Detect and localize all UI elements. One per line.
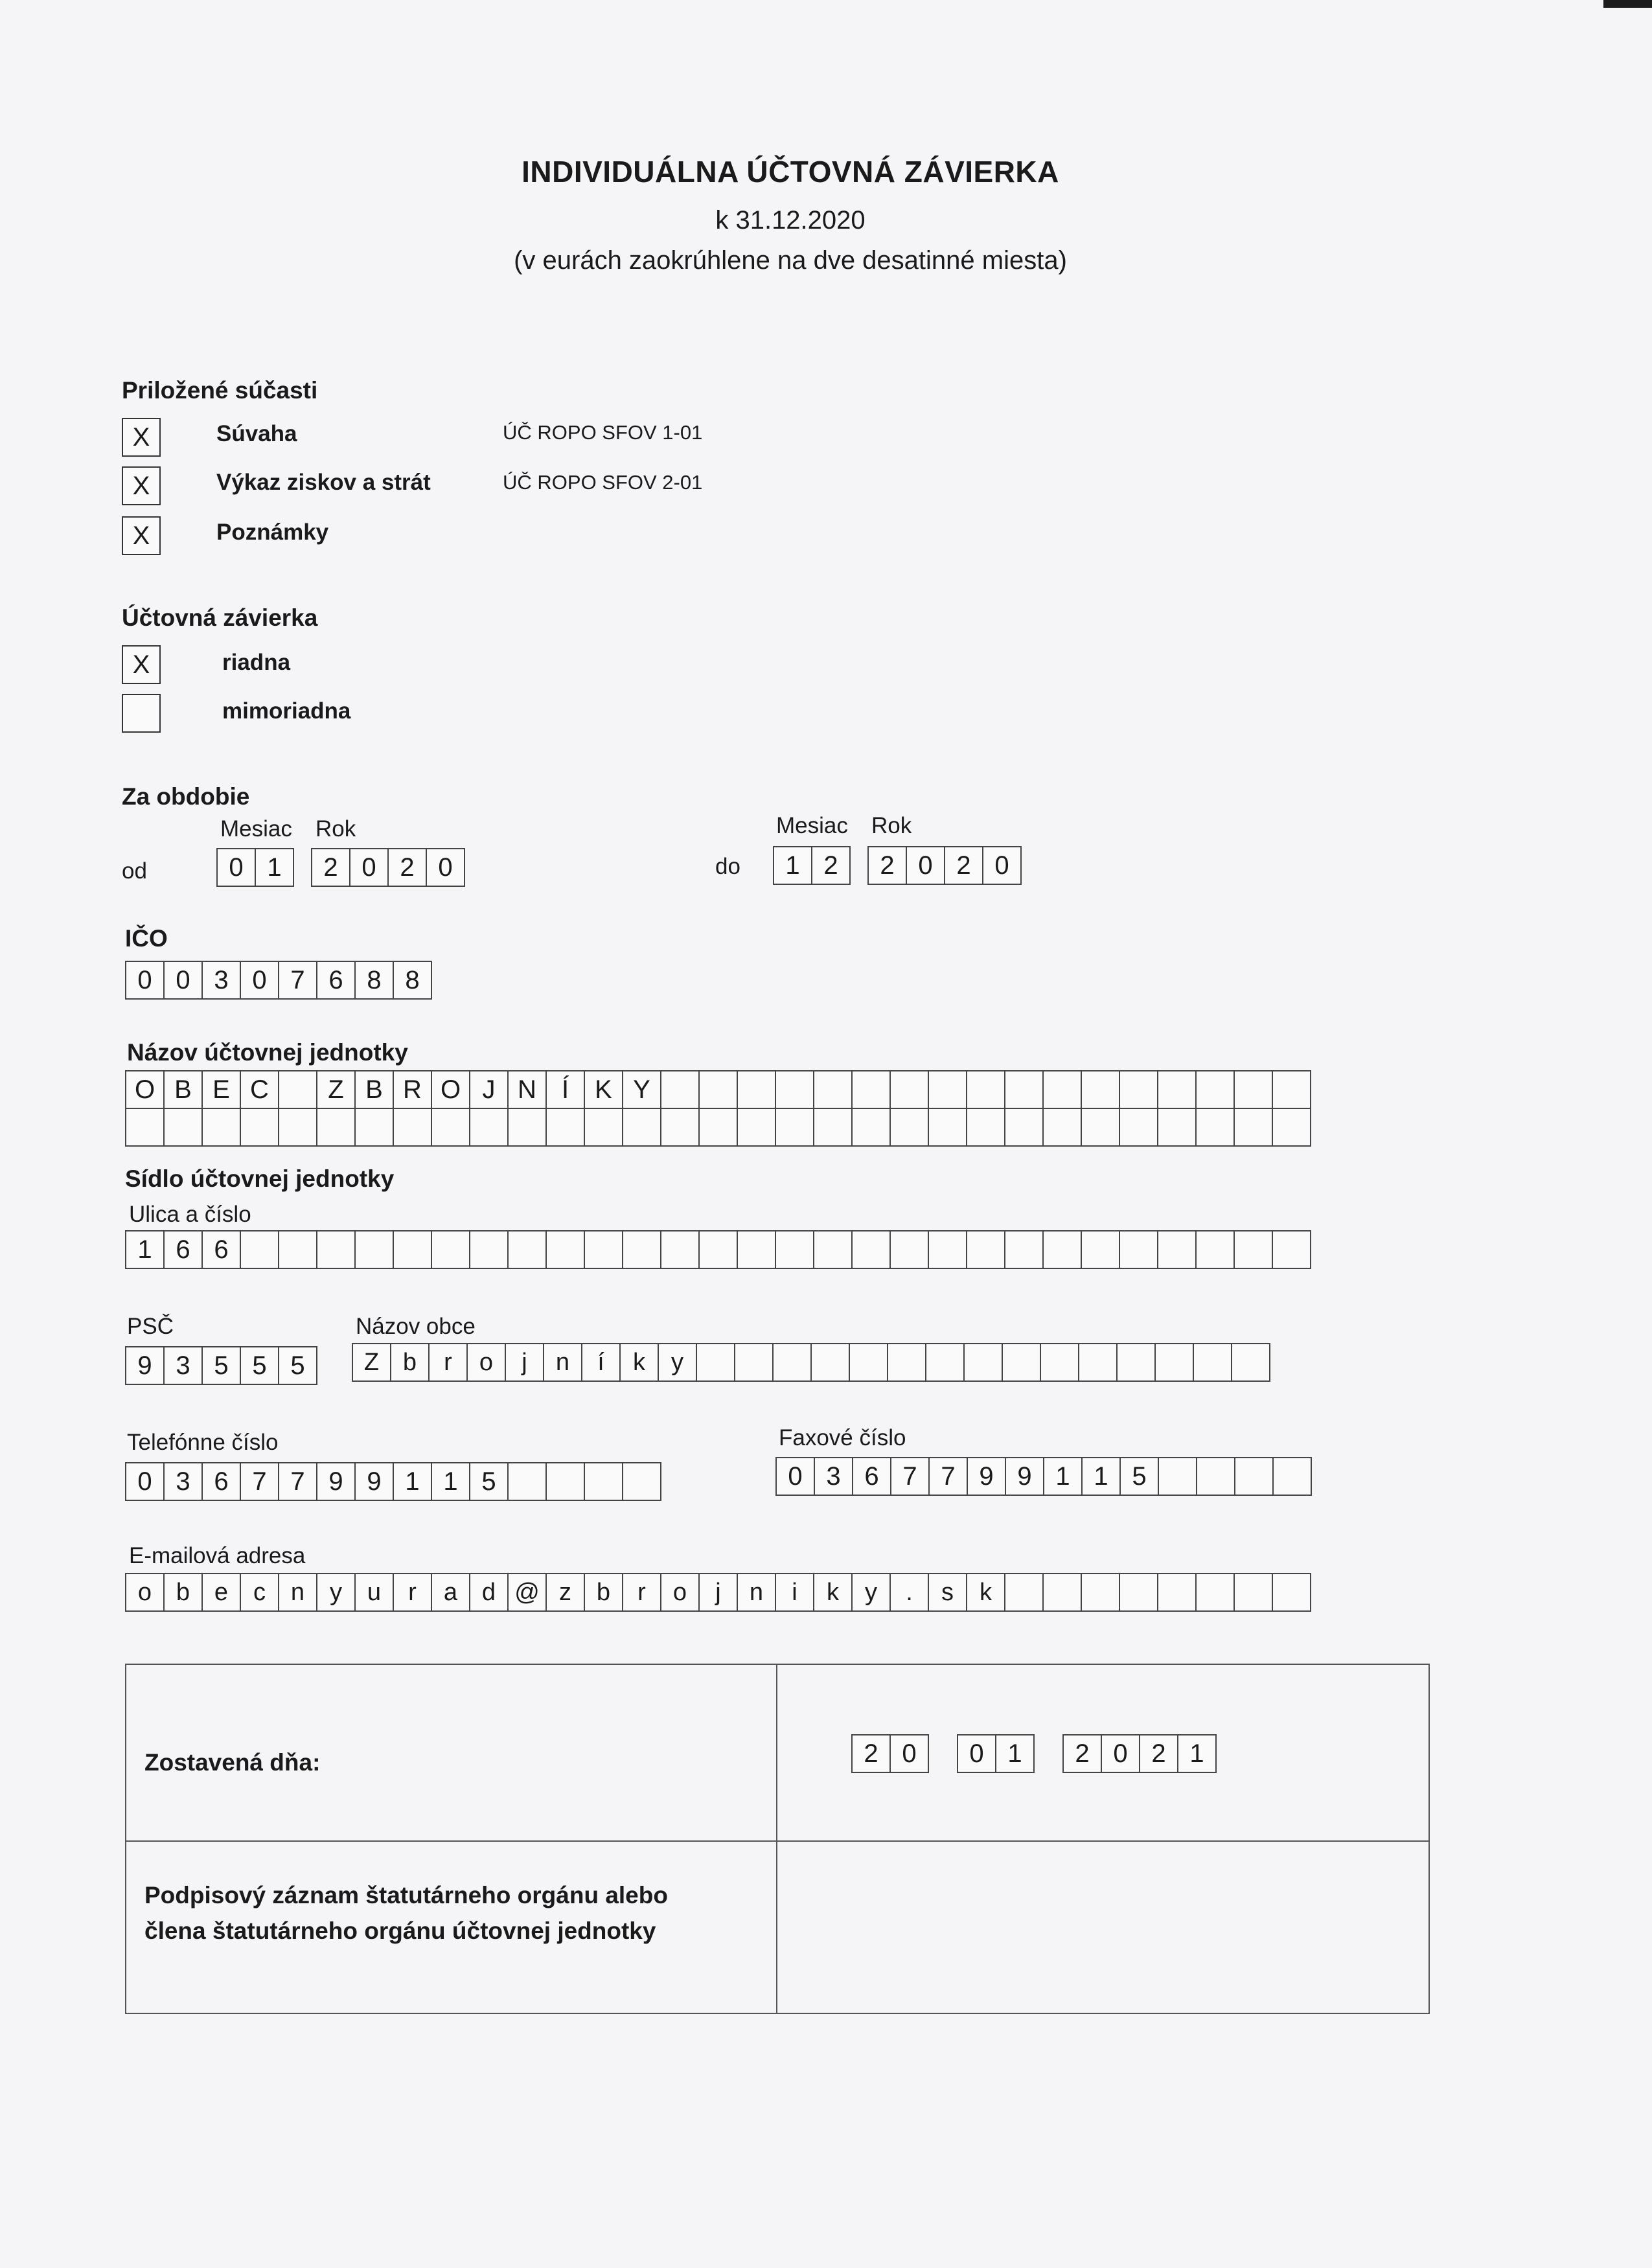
char-cell <box>622 1109 661 1147</box>
char-cell: y <box>851 1573 891 1612</box>
char-cell: 0 <box>957 1734 996 1773</box>
char-cell <box>928 1070 967 1109</box>
char-cell <box>1233 1070 1273 1109</box>
compiled-year-field[interactable] <box>1062 1734 1217 1773</box>
from-month-label: Mesiac <box>220 816 292 842</box>
char-cell: 9 <box>1005 1457 1044 1496</box>
char-cell <box>1081 1230 1120 1269</box>
char-cell: 7 <box>278 961 317 1000</box>
to-month-field[interactable] <box>773 846 851 885</box>
char-cell: N <box>507 1070 547 1109</box>
char-cell: k <box>966 1573 1005 1612</box>
scan-edge-mark <box>1603 0 1652 8</box>
char-cell <box>660 1109 700 1147</box>
attachment-label-poznamky: Poznámky <box>216 520 329 545</box>
char-cell <box>1195 1573 1235 1612</box>
fax-field[interactable] <box>775 1457 1312 1496</box>
char-cell <box>889 1109 929 1147</box>
char-cell: r <box>622 1573 661 1612</box>
char-cell <box>1042 1230 1082 1269</box>
char-cell <box>1002 1343 1041 1382</box>
fax-label: Faxové číslo <box>779 1425 906 1450</box>
char-cell <box>698 1230 738 1269</box>
char-cell: y <box>316 1573 356 1612</box>
char-cell <box>1231 1343 1270 1382</box>
char-cell <box>431 1230 470 1269</box>
char-cell <box>1233 1230 1273 1269</box>
street-field[interactable] <box>125 1230 1311 1269</box>
char-cell: a <box>431 1573 470 1612</box>
char-cell: J <box>469 1070 509 1109</box>
document-date: k 31.12.2020 <box>715 206 866 235</box>
ico-label: IČO <box>125 925 168 952</box>
char-cell <box>849 1343 888 1382</box>
char-cell: 0 <box>125 961 165 1000</box>
char-cell: 6 <box>316 961 356 1000</box>
char-cell: b <box>584 1573 623 1612</box>
char-cell <box>278 1230 317 1269</box>
attachment-code-vykaz: ÚČ ROPO SFOV 2-01 <box>503 471 703 494</box>
char-cell: n <box>278 1573 317 1612</box>
char-cell <box>469 1109 509 1147</box>
char-cell <box>1234 1457 1274 1496</box>
char-cell <box>278 1109 317 1147</box>
char-cell <box>545 1230 585 1269</box>
seat-heading: Sídlo účtovnej jednotky <box>125 1165 395 1192</box>
char-cell: 1 <box>773 846 812 885</box>
char-cell: 6 <box>201 1230 241 1269</box>
char-cell <box>696 1343 735 1382</box>
char-cell <box>507 1109 547 1147</box>
phone-field[interactable] <box>125 1462 661 1501</box>
street-label: Ulica a číslo <box>129 1202 251 1227</box>
char-cell: u <box>354 1573 394 1612</box>
char-cell: 1 <box>431 1462 470 1501</box>
char-cell <box>966 1230 1005 1269</box>
char-cell <box>622 1230 661 1269</box>
char-cell: 2 <box>851 1734 891 1773</box>
char-cell: 9 <box>354 1462 394 1501</box>
char-cell: B <box>354 1070 394 1109</box>
char-cell <box>240 1230 279 1269</box>
char-cell: 2 <box>811 846 851 885</box>
char-cell <box>545 1109 585 1147</box>
char-cell: r <box>393 1573 432 1612</box>
char-cell: j <box>505 1343 544 1382</box>
char-cell <box>1004 1573 1044 1612</box>
char-cell <box>1042 1109 1082 1147</box>
char-cell <box>1119 1573 1158 1612</box>
char-cell: 0 <box>906 846 945 885</box>
phone-label: Telefónne číslo <box>127 1430 279 1455</box>
char-cell: 9 <box>125 1346 165 1385</box>
char-cell: 1 <box>1043 1457 1083 1496</box>
char-cell <box>963 1343 1003 1382</box>
city-field[interactable] <box>352 1343 1270 1382</box>
char-cell: 5 <box>201 1346 241 1385</box>
char-cell: Z <box>352 1343 391 1382</box>
char-cell: 8 <box>354 961 394 1000</box>
psc-label: PSČ <box>127 1314 174 1339</box>
char-cell <box>469 1230 509 1269</box>
option-label-riadna: riadna <box>222 650 291 675</box>
char-cell <box>775 1230 814 1269</box>
char-cell <box>431 1109 470 1147</box>
char-cell <box>737 1230 776 1269</box>
char-cell: 5 <box>278 1346 317 1385</box>
char-cell: 7 <box>278 1462 317 1501</box>
checkbox-poznamky[interactable]: X <box>122 516 161 555</box>
char-cell: C <box>240 1070 279 1109</box>
char-cell: 7 <box>928 1457 968 1496</box>
char-cell: 9 <box>967 1457 1006 1496</box>
attachment-label-suvaha: Súvaha <box>216 421 297 446</box>
char-cell <box>851 1109 891 1147</box>
char-cell: 2 <box>311 848 350 887</box>
period-heading: Za obdobie <box>122 783 250 810</box>
char-cell <box>660 1230 700 1269</box>
char-cell <box>1116 1343 1156 1382</box>
to-year-label: Rok <box>871 813 912 838</box>
char-cell <box>889 1070 929 1109</box>
char-cell <box>772 1343 812 1382</box>
char-cell <box>507 1462 547 1501</box>
unit-name-row-2[interactable] <box>125 1109 1311 1147</box>
char-cell: o <box>125 1573 165 1612</box>
char-cell <box>925 1343 965 1382</box>
char-cell <box>810 1343 850 1382</box>
char-cell: Z <box>316 1070 356 1109</box>
char-cell <box>928 1109 967 1147</box>
char-cell <box>851 1230 891 1269</box>
char-cell: 1 <box>125 1230 165 1269</box>
char-cell: 9 <box>316 1462 356 1501</box>
char-cell: 0 <box>1101 1734 1140 1773</box>
char-cell <box>584 1109 623 1147</box>
ico-field[interactable] <box>125 961 432 1000</box>
char-cell <box>1272 1070 1311 1109</box>
char-cell <box>1081 1109 1120 1147</box>
char-cell: s <box>928 1573 967 1612</box>
email-field[interactable] <box>125 1573 1311 1612</box>
char-cell <box>660 1070 700 1109</box>
currency-note: (v eurách zaokrúhlene na dve desatinné miesta) <box>514 246 1067 275</box>
char-cell <box>201 1109 241 1147</box>
to-year-field[interactable] <box>867 846 1022 885</box>
char-cell <box>1272 1230 1311 1269</box>
char-cell <box>737 1070 776 1109</box>
char-cell <box>813 1109 853 1147</box>
char-cell: 2 <box>944 846 983 885</box>
to-label: do <box>715 854 740 879</box>
char-cell: d <box>469 1573 509 1612</box>
char-cell: 0 <box>216 848 256 887</box>
char-cell: í <box>581 1343 621 1382</box>
char-cell: O <box>125 1070 165 1109</box>
char-cell <box>1004 1070 1044 1109</box>
from-year-field[interactable] <box>311 848 465 887</box>
char-cell: 3 <box>201 961 241 1000</box>
char-cell: 6 <box>201 1462 241 1501</box>
char-cell: 6 <box>163 1230 203 1269</box>
char-cell <box>1119 1109 1158 1147</box>
char-cell <box>851 1070 891 1109</box>
checkbox-riadna[interactable]: X <box>122 645 161 684</box>
char-cell: 0 <box>775 1457 815 1496</box>
char-cell <box>545 1462 585 1501</box>
char-cell <box>622 1462 661 1501</box>
attachment-code-suvaha: ÚČ ROPO SFOV 1-01 <box>503 421 703 444</box>
compiled-day-field[interactable] <box>851 1734 929 1773</box>
char-cell: 1 <box>1081 1457 1121 1496</box>
char-cell <box>966 1070 1005 1109</box>
unit-name-label: Názov účtovnej jednotky <box>127 1039 408 1066</box>
attachments-heading: Priložené súčasti <box>122 377 318 404</box>
char-cell: 3 <box>814 1457 853 1496</box>
char-cell: 0 <box>240 961 279 1000</box>
char-cell <box>1233 1573 1273 1612</box>
char-cell: 5 <box>240 1346 279 1385</box>
char-cell <box>1004 1109 1044 1147</box>
char-cell <box>698 1070 738 1109</box>
char-cell: 8 <box>393 961 432 1000</box>
char-cell: 1 <box>255 848 294 887</box>
char-cell <box>1042 1070 1082 1109</box>
city-label: Názov obce <box>356 1314 476 1339</box>
char-cell: 0 <box>125 1462 165 1501</box>
char-cell: 7 <box>240 1462 279 1501</box>
char-cell: O <box>431 1070 470 1109</box>
char-cell <box>240 1109 279 1147</box>
char-cell: 2 <box>387 848 427 887</box>
char-cell: 0 <box>426 848 465 887</box>
char-cell <box>1004 1230 1044 1269</box>
char-cell: b <box>390 1343 430 1382</box>
char-cell <box>1195 1109 1235 1147</box>
attachment-label-vykaz: Výkaz ziskov a strát <box>216 470 431 495</box>
from-month-field[interactable] <box>216 848 294 887</box>
char-cell <box>1272 1109 1311 1147</box>
char-cell <box>775 1109 814 1147</box>
char-cell <box>1157 1230 1197 1269</box>
signature-table <box>125 1664 1430 2014</box>
statement-type-heading: Účtovná závierka <box>122 604 318 631</box>
char-cell <box>507 1230 547 1269</box>
char-cell: o <box>466 1343 506 1382</box>
unit-name-row-1[interactable] <box>125 1070 1311 1109</box>
char-cell: 5 <box>1119 1457 1159 1496</box>
char-cell: i <box>775 1573 814 1612</box>
checkbox-mimoriadna[interactable] <box>122 694 161 733</box>
char-cell <box>393 1109 432 1147</box>
char-cell: k <box>619 1343 659 1382</box>
char-cell <box>1193 1343 1232 1382</box>
char-cell <box>1195 1070 1235 1109</box>
char-cell <box>1195 1230 1235 1269</box>
char-cell <box>1119 1070 1158 1109</box>
char-cell: z <box>545 1573 585 1612</box>
char-cell <box>1157 1070 1197 1109</box>
char-cell: B <box>163 1070 203 1109</box>
option-label-mimoriadna: mimoriadna <box>222 698 351 724</box>
char-cell <box>813 1230 853 1269</box>
char-cell: K <box>584 1070 623 1109</box>
char-cell <box>775 1070 814 1109</box>
char-cell <box>278 1070 317 1109</box>
char-cell: 6 <box>852 1457 891 1496</box>
char-cell <box>1158 1457 1197 1496</box>
char-cell <box>163 1109 203 1147</box>
signature-label-line-1: Podpisový záznam štatutárneho orgánu alebo <box>144 1882 668 1908</box>
char-cell <box>1154 1343 1194 1382</box>
char-cell <box>1078 1343 1118 1382</box>
psc-field[interactable] <box>125 1346 317 1385</box>
from-label: od <box>122 858 147 884</box>
char-cell <box>698 1109 738 1147</box>
char-cell: 5 <box>469 1462 509 1501</box>
char-cell <box>316 1230 356 1269</box>
char-cell <box>1233 1109 1273 1147</box>
char-cell <box>813 1070 853 1109</box>
char-cell <box>354 1109 394 1147</box>
char-cell: 1 <box>995 1734 1035 1773</box>
char-cell: 7 <box>890 1457 930 1496</box>
char-cell <box>1272 1573 1311 1612</box>
char-cell <box>1157 1109 1197 1147</box>
char-cell: E <box>201 1070 241 1109</box>
char-cell <box>887 1343 926 1382</box>
char-cell: r <box>428 1343 468 1382</box>
char-cell <box>316 1109 356 1147</box>
compiled-month-field[interactable] <box>957 1734 1035 1773</box>
checkbox-suvaha[interactable]: X <box>122 418 161 457</box>
char-cell: 3 <box>163 1346 203 1385</box>
char-cell: 0 <box>349 848 389 887</box>
char-cell <box>1081 1070 1120 1109</box>
char-cell <box>1040 1343 1079 1382</box>
char-cell: 1 <box>1177 1734 1217 1773</box>
char-cell <box>966 1109 1005 1147</box>
char-cell: 2 <box>1139 1734 1178 1773</box>
char-cell <box>1196 1457 1235 1496</box>
document-title: INDIVIDUÁLNA ÚČTOVNÁ ZÁVIERKA <box>522 155 1059 189</box>
char-cell: c <box>240 1573 279 1612</box>
char-cell: @ <box>507 1573 547 1612</box>
char-cell <box>584 1462 623 1501</box>
signature-label-line-2: člena štatutárneho orgánu účtovnej jednotky <box>144 1918 656 1944</box>
char-cell <box>1272 1457 1312 1496</box>
char-cell <box>1081 1573 1120 1612</box>
char-cell: b <box>163 1573 203 1612</box>
from-year-label: Rok <box>315 816 356 842</box>
email-label: E-mailová adresa <box>129 1543 306 1568</box>
char-cell: j <box>698 1573 738 1612</box>
char-cell: 0 <box>163 961 203 1000</box>
char-cell <box>1157 1573 1197 1612</box>
char-cell <box>928 1230 967 1269</box>
char-cell: . <box>889 1573 929 1612</box>
char-cell: 1 <box>393 1462 432 1501</box>
char-cell: o <box>660 1573 700 1612</box>
char-cell: y <box>658 1343 697 1382</box>
char-cell: n <box>543 1343 582 1382</box>
char-cell: 2 <box>1062 1734 1102 1773</box>
char-cell: 2 <box>867 846 907 885</box>
char-cell <box>584 1230 623 1269</box>
char-cell: Y <box>622 1070 661 1109</box>
char-cell <box>354 1230 394 1269</box>
char-cell: R <box>393 1070 432 1109</box>
char-cell: 0 <box>982 846 1022 885</box>
checkbox-vykaz[interactable]: X <box>122 466 161 505</box>
char-cell: 3 <box>163 1462 203 1501</box>
char-cell <box>734 1343 774 1382</box>
char-cell: 0 <box>889 1734 929 1773</box>
to-month-label: Mesiac <box>776 813 848 838</box>
char-cell <box>125 1109 165 1147</box>
char-cell <box>737 1109 776 1147</box>
char-cell <box>1042 1573 1082 1612</box>
signature-area[interactable] <box>777 1842 1427 2011</box>
char-cell: k <box>813 1573 853 1612</box>
char-cell: n <box>737 1573 776 1612</box>
char-cell: e <box>201 1573 241 1612</box>
char-cell <box>1119 1230 1158 1269</box>
char-cell <box>393 1230 432 1269</box>
compiled-date-label: Zostavená dňa: <box>144 1749 321 1776</box>
char-cell: Í <box>545 1070 585 1109</box>
char-cell <box>889 1230 929 1269</box>
